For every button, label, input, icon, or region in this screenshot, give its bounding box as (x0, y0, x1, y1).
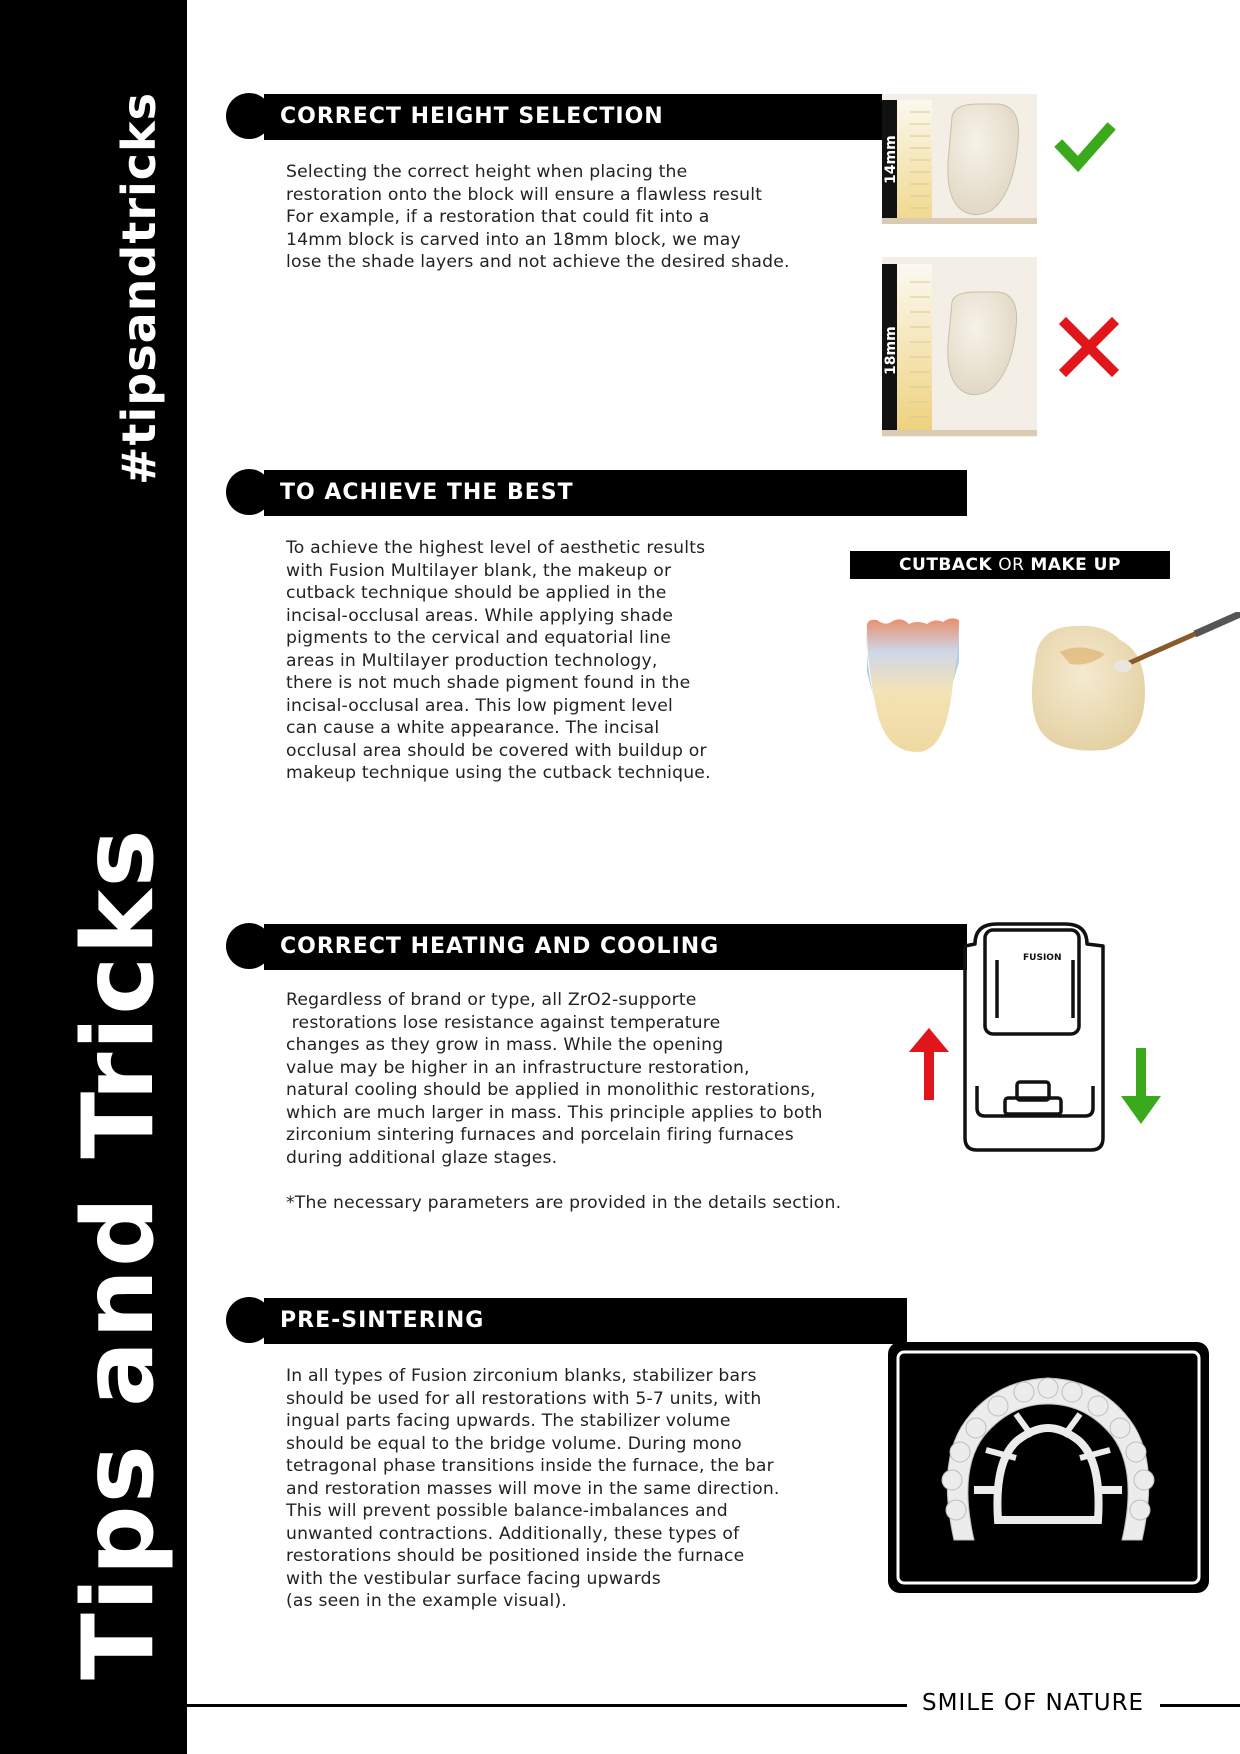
text-line: and restoration masses will move in the same direction. (286, 1478, 780, 1499)
spacer (286, 1169, 841, 1192)
text-line: Regardless of brand or type, all ZrO2-supporte (286, 990, 697, 1010)
text-line: This will prevent possible balance-imbalances and (286, 1501, 728, 1521)
text-line: restoration onto the block will ensure a flawless result (286, 184, 763, 205)
page-title: Tips and Tricks (62, 827, 176, 1680)
text-line: with Fusion Multilayer blank, the makeup or (286, 560, 672, 581)
cutback-makeup-label (850, 551, 1170, 579)
block-height-illustration (880, 92, 1140, 437)
cutback-text: CUTBACK (899, 555, 993, 575)
text-line: unwanted contractions. Additionally, these types of (286, 1523, 740, 1544)
block-18mm (882, 257, 1037, 437)
block-14mm (882, 94, 1037, 224)
text-line: pigments to the cervical and equatorial line (286, 628, 672, 648)
text-line: there is not much shade pigment found in the (286, 673, 691, 693)
furnace-illustration (905, 918, 1165, 1158)
section-heading: TO ACHIEVE THE BEST (264, 470, 967, 516)
section-body-height (286, 161, 790, 274)
text-line: should be used for all restorations with 5-7 units, with (286, 1388, 762, 1409)
text-line: which are much larger in mass. This principle applies to both (286, 1102, 823, 1123)
or-text: OR (998, 555, 1025, 575)
parameters-note: *The necessary parameters are provided in the details section. (286, 1192, 842, 1213)
section-heading: CORRECT HEATING AND COOLING (264, 924, 967, 970)
text-line: makeup technique using the cutback technique. (286, 763, 711, 783)
text-line: For example, if a restoration that could fit into a (286, 207, 710, 227)
text-line: (as seen in the example visual). (286, 1591, 568, 1611)
arrow-down-icon (1121, 1048, 1161, 1124)
section-body-best (286, 537, 711, 785)
hashtag-title: #tipsandtricks (112, 91, 166, 485)
text-line: 14mm block is carved into an 18mm block, we may (286, 229, 741, 250)
text-line: value may be higher in an infrastructure restoration, (286, 1057, 750, 1078)
arrow-up-icon (909, 1028, 949, 1100)
text-line: incisal-occlusal area. This low pigment level (286, 695, 674, 716)
cutback-makeup-illustration (855, 612, 1240, 782)
makeup-text: MAKE UP (1030, 555, 1121, 575)
section-heading: CORRECT HEIGHT SELECTION (264, 94, 907, 140)
text-line: with the vestibular surface facing upwards (286, 1568, 661, 1589)
text-line: incisal-occlusal areas. While applying shade (286, 605, 674, 626)
text-line: should be equal to the bridge volume. During mono (286, 1433, 742, 1454)
footer-divider (187, 1704, 907, 1707)
section-heading: PRE-SINTERING (264, 1298, 907, 1344)
brush-icon (1114, 614, 1240, 672)
text-line: changes as they grow in mass. While the opening (286, 1035, 724, 1055)
section-body-presintering (286, 1365, 780, 1613)
text-line: can cause a white appearance. The incisal (286, 718, 660, 738)
furnace-brand: FUSION (1023, 953, 1062, 963)
text-line: natural cooling should be applied in monolithic restorations, (286, 1080, 816, 1100)
text-line: cutback technique should be applied in the (286, 583, 667, 603)
text-line: tetragonal phase transitions inside the furnace, the bar (286, 1456, 774, 1476)
text-line: ingual parts facing upwards. The stabilizer volume (286, 1411, 731, 1431)
text-line: areas in Multilayer production technology, (286, 650, 658, 671)
block-14mm-label: 14mm (883, 135, 899, 184)
footer-divider (1160, 1704, 1240, 1707)
stabilizer-bar-photo (886, 1340, 1211, 1595)
cross-icon (1066, 324, 1112, 370)
makeup-crown (1032, 626, 1145, 751)
check-icon (1062, 130, 1108, 164)
block-18mm-label: 18mm (883, 326, 899, 375)
text-line: restorations lose resistance against temperature (286, 1012, 721, 1033)
text-line: zirconium sintering furnaces and porcelain firing furnaces (286, 1125, 794, 1145)
text-line: during additional glaze stages. (286, 1147, 558, 1168)
text-line: restorations should be positioned inside the furnace (286, 1546, 745, 1566)
text-line: Selecting the correct height when placing the (286, 162, 688, 182)
text-line: To achieve the highest level of aesthetic results (286, 538, 706, 558)
text-line: In all types of Fusion zirconium blanks, stabilizer bars (286, 1366, 757, 1386)
footer-tagline: SMILE OF NATURE (922, 1690, 1145, 1716)
text-line: lose the shade layers and not achieve the desired shade. (286, 252, 790, 272)
section-body-heating (286, 989, 841, 1214)
cutback-tooth (867, 618, 959, 752)
text-line: occlusal area should be covered with buildup or (286, 740, 707, 761)
